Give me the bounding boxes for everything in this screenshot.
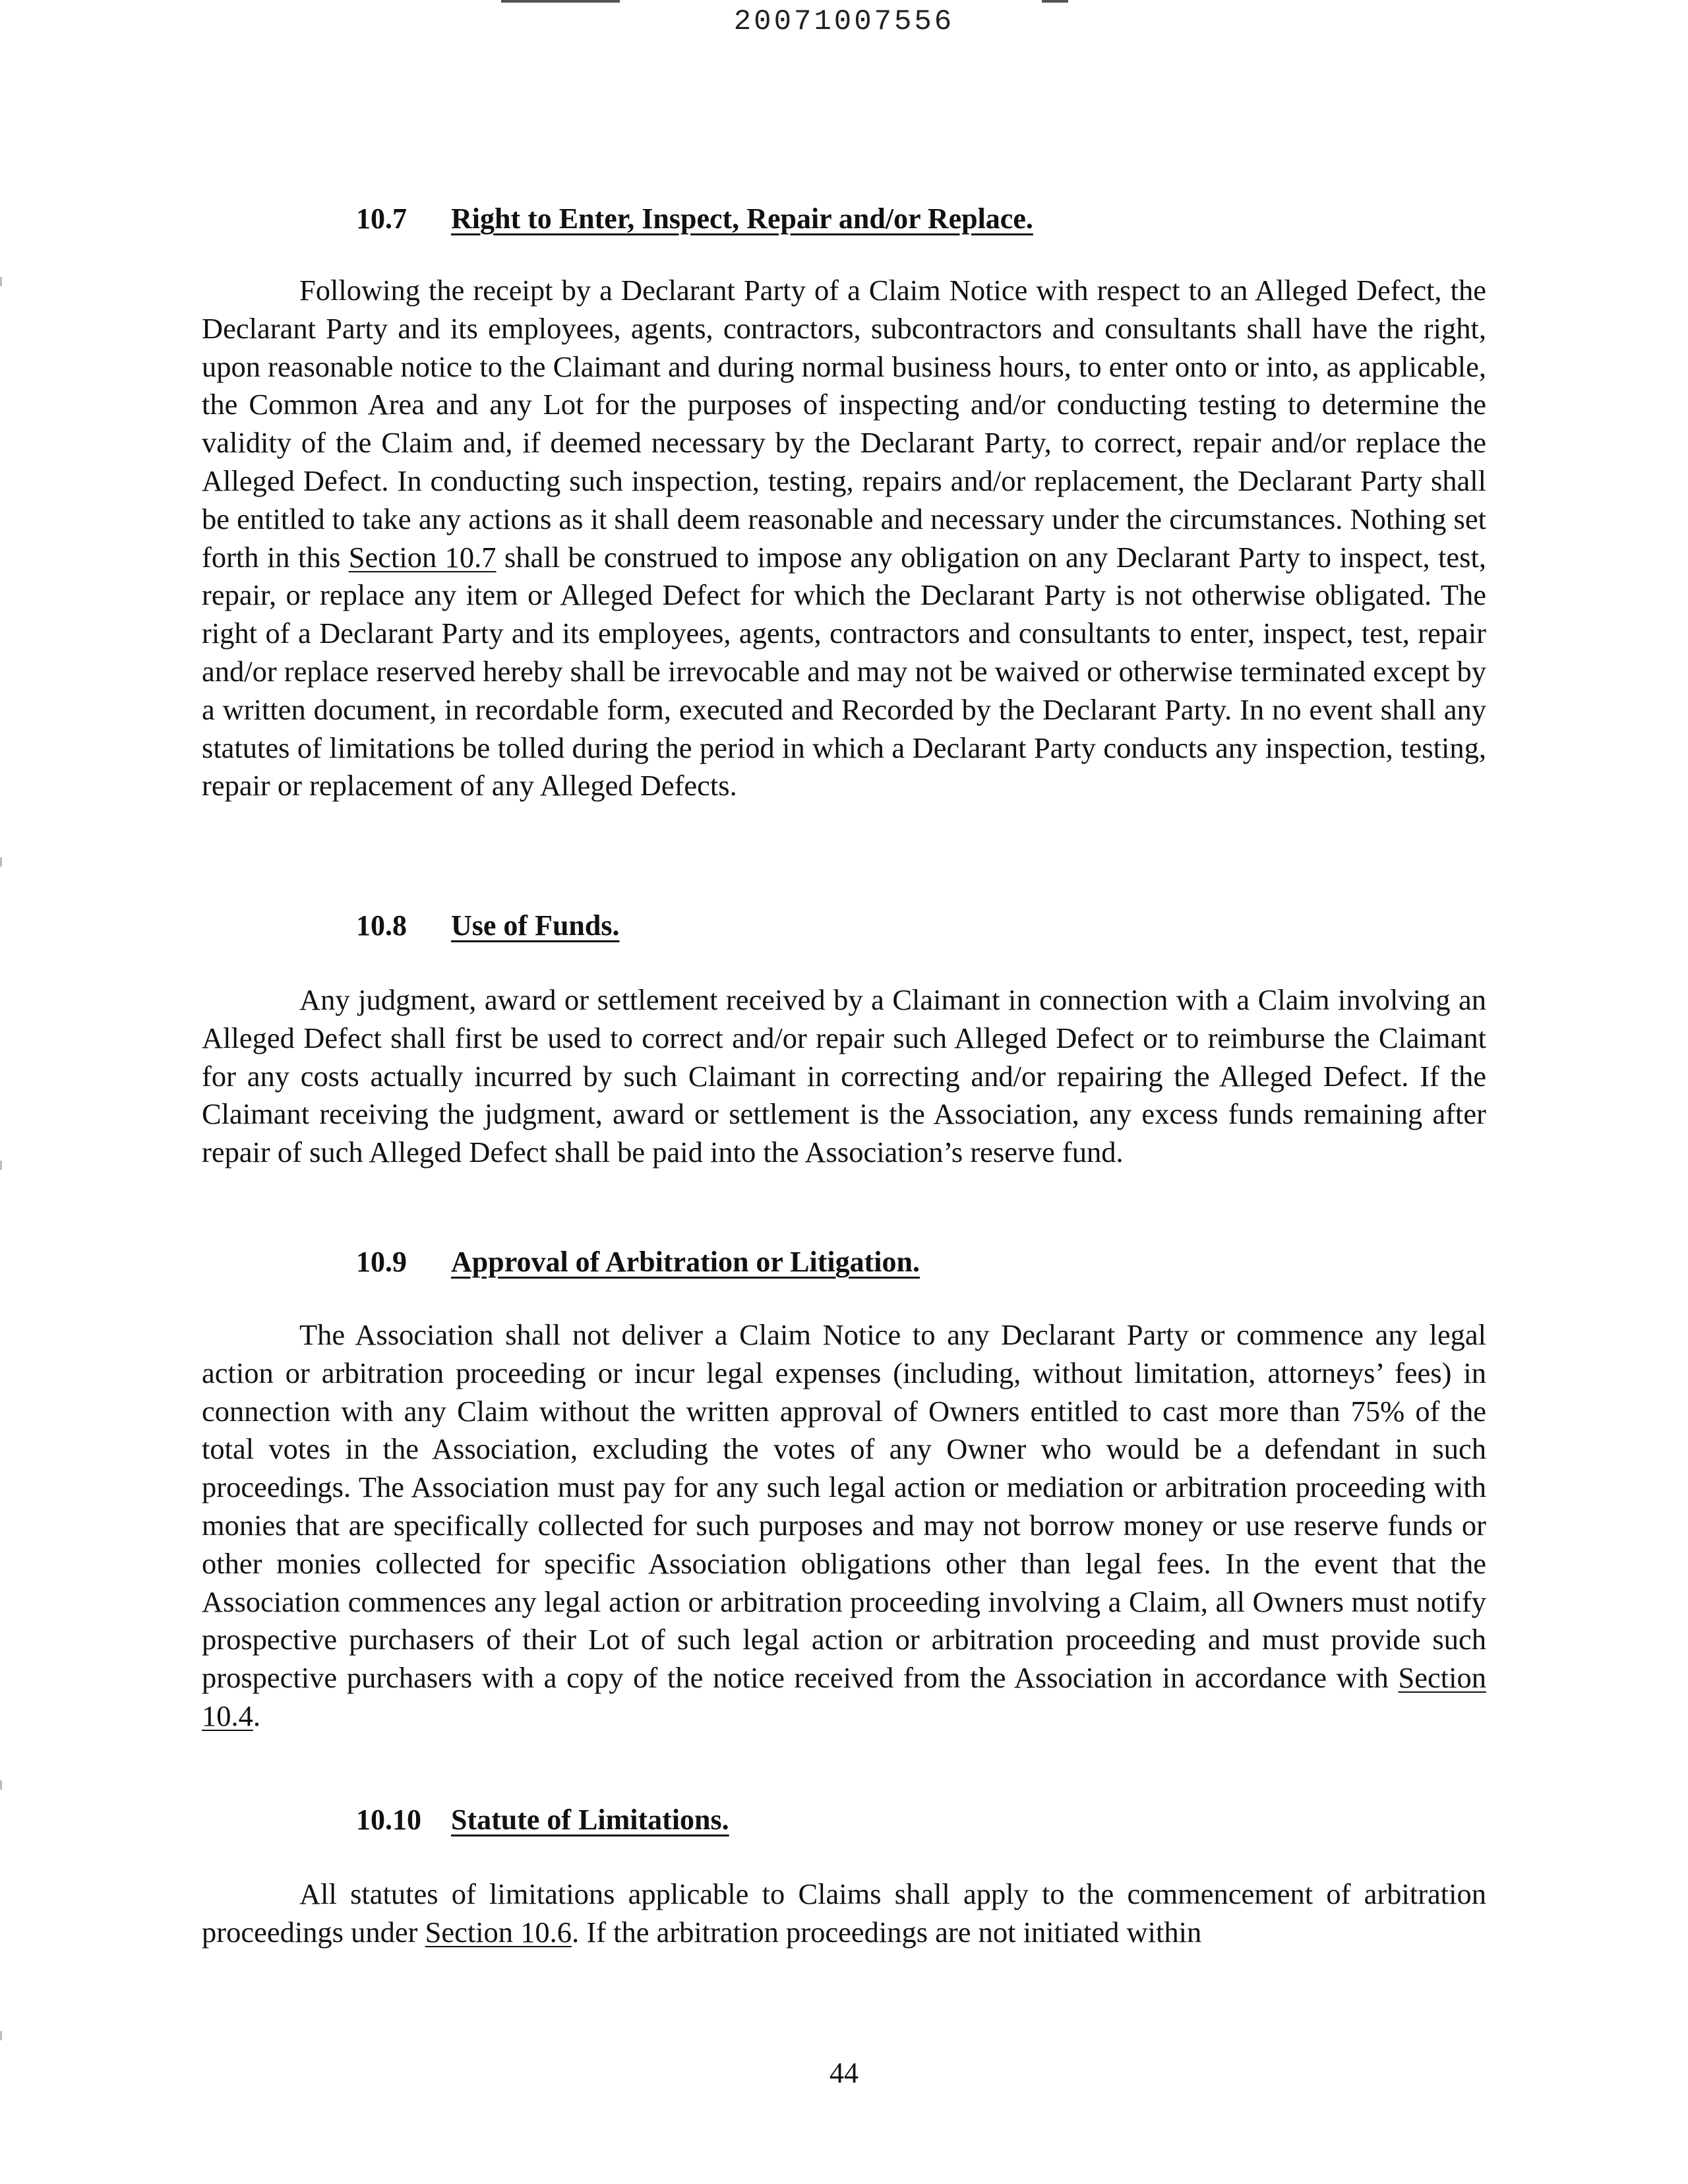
section-title: Statute of Limitations.: [451, 1804, 729, 1836]
paragraph-text: The Association shall not deliver a Claim Notice to any Declarant Party or commence any legal action or arbitration proceeding or incur legal expenses (including, without limitation, attorneys’ fees) in connection with any Claim without the written approval of Owners entitled to cast more than 75% of the total votes in the Association, excluding the votes of any Owner who would be a defendant in such proceedings. The Association must pay for any such legal action or mediation or arbitration proceeding with monies that are specifically collected for such purposes and may not borrow money or use reserve funds or other monies collected for specific Association obligations other than legal fees. In the event that the Association commences any legal action or arbitration proceeding involving a Claim, all Owners must notify prospective purchasers of their Lot of such legal action or arbitration proceeding and must provide such prospective purchasers with a copy of the notice received from the Association in accordance with: [202, 1318, 1486, 1695]
scan-artifact: [0, 2031, 2, 2040]
scan-artifact: [0, 277, 2, 286]
scan-artifact: [0, 1780, 2, 1790]
section-heading-10-9: [356, 1245, 920, 1279]
paragraph-text: Following the receipt by a Declarant Party of a Claim Notice with respect to an Alleged Defect, the Declarant Party and its employees, agents, contractors, subcontractors and consultants shall have the right, upon reasonable notice to the Claimant and during normal business hours, to enter onto or into, as applicable, the Common Area and any Lot for the purposes of inspecting and/or conducting testing to determine the validity of the Claim and, if deemed necessary by the Declarant Party, to correct, repair and/or replace the Alleged Defect. In conducting such inspection, testing, repairs and/or replacement, the Declarant Party shall be entitled to take any actions as it shall deem reasonable and necessary under the circumstances. Nothing set forth in this: [202, 274, 1486, 574]
section-title: Approval of Arbitration or Litigation.: [451, 1246, 920, 1278]
section-paragraph-10-8: [202, 981, 1486, 1172]
section-number: 10.7: [356, 202, 407, 235]
paragraph-text: shall be construed to impose any obligation on any Declarant Party to inspect, test, repair, or replace any item or Alleged Defect for which the Declarant Party is not otherwise obligated. The right of a Declarant Party and its employees, agents, contractors and consultants to enter, inspect, test, repair and/or replace reserved hereby shall be irrevocable and may not be waived or otherwise terminated except by a written document, in recordable form, executed and Recorded by the Declarant Party. In no event shall any statutes of limitations be tolled during the period in which a Declarant Party conducts any inspection, testing, repair or replacement of any Alleged Defects.: [202, 540, 1486, 803]
page-number: 44: [829, 2057, 859, 2089]
document-number: 20071007556: [733, 5, 955, 38]
section-paragraph-10-9: [202, 1316, 1486, 1736]
paragraph-text: All statutes of limitations applicable to Claims shall apply to the commencement of arbitration proceedings under: [202, 1877, 1486, 1949]
section-reference: Section 10.4: [202, 1661, 1487, 1732]
section-reference: Section 10.7: [348, 540, 497, 574]
section-title: Use of Funds.: [451, 909, 620, 942]
section-heading-10-10: [356, 1803, 729, 1836]
scan-artifact: [0, 1161, 2, 1170]
scan-artifact: [1042, 0, 1068, 3]
section-heading-10-8: [356, 909, 620, 942]
section-number: 10.8: [356, 909, 407, 942]
paragraph-text: Any judgment, award or settlement received by a Claimant in connection with a Claim involving an Alleged Defect shall first be used to correct and/or repair such Alleged Defect or to reimburse the Claimant for any costs actually incurred by such Claimant in correcting and/or repairing the Alleged Defect. If the Claimant receiving the judgment, award or settlement is the Association, any excess funds remaining after repair of such Alleged Defect shall be paid into the Association’s reserve fund.: [202, 983, 1486, 1169]
section-number: 10.9: [356, 1246, 407, 1278]
section-reference: Section 10.6: [425, 1915, 572, 1949]
paragraph-text: .: [253, 1699, 260, 1732]
section-paragraph-10-10: [202, 1875, 1486, 1952]
scan-artifact: [501, 0, 620, 3]
scan-artifact: [0, 857, 2, 866]
section-heading-10-7: [356, 202, 1033, 235]
paragraph-text: . If the arbitration proceedings are not initiated within: [572, 1915, 1202, 1949]
section-number: 10.10: [356, 1804, 421, 1836]
section-paragraph-10-7: [202, 272, 1486, 805]
section-title: Right to Enter, Inspect, Repair and/or Replace.: [451, 202, 1033, 235]
